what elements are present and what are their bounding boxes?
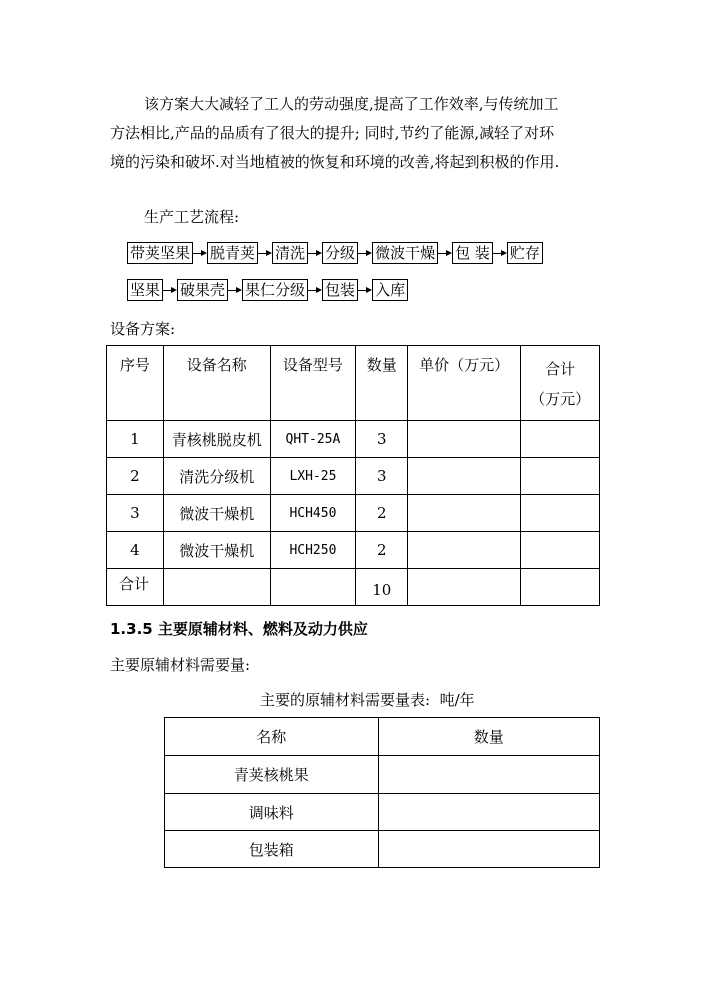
table-row xyxy=(165,794,600,831)
header-cell xyxy=(521,346,600,421)
arrow-right-icon xyxy=(358,243,372,263)
arrow-right-icon xyxy=(228,280,242,300)
flow-step: 分级 xyxy=(322,242,358,264)
arrow-right-icon xyxy=(193,243,207,263)
flow-step: 破果壳 xyxy=(177,279,228,301)
equipment-table xyxy=(106,345,600,606)
materials-subtitle: 主要原辅材料需要量: xyxy=(110,656,251,674)
table-cell: 3 xyxy=(356,458,408,495)
table-cell: 4 xyxy=(107,532,164,569)
table-cell: 青荚核桃果 xyxy=(165,756,379,794)
header-cell: 单价（万元） xyxy=(408,346,521,421)
table-row xyxy=(107,495,600,532)
table-cell: 包装箱 xyxy=(165,831,379,868)
table-row xyxy=(107,421,600,458)
flow-step: 贮存 xyxy=(507,242,543,264)
header-cell: 序号 xyxy=(107,346,164,421)
header-cell-line: 合计 xyxy=(545,360,576,378)
intro-line: 境的污染和破坏.对当地植被的恢复和环境的改善,将起到积极的作用. xyxy=(110,153,560,171)
table-cell: 3 xyxy=(356,421,408,458)
intro-line: 方法相比,产品的品质有了很大的提升; 同时,节约了能源,减轻了对环 xyxy=(110,124,555,142)
arrow-right-icon xyxy=(258,243,272,263)
arrow-right-icon xyxy=(308,243,322,263)
table-cell xyxy=(408,569,521,606)
table-cell: 2 xyxy=(107,458,164,495)
flow-step: 带荚坚果 xyxy=(127,242,193,264)
arrow-right-icon xyxy=(163,280,177,300)
arrow-right-icon xyxy=(438,243,452,263)
table-caption: 主要的原辅材料需要量表: 吨/年 xyxy=(260,691,475,709)
table-header-row xyxy=(165,718,600,756)
table-cell xyxy=(408,421,521,458)
flow-step: 清洗 xyxy=(272,242,308,264)
table-cell: 青核桃脱皮机 xyxy=(163,421,270,458)
table-cell: 微波干燥机 xyxy=(163,495,270,532)
intro-line: 该方案大大减轻了工人的劳动强度,提高了工作效率,与传统加工 xyxy=(144,95,559,113)
table-cell xyxy=(521,458,600,495)
flow-step: 包 装 xyxy=(452,242,493,264)
table-cell xyxy=(163,569,270,606)
table-cell: QHT-25A xyxy=(270,421,356,458)
table-total-row xyxy=(107,569,600,606)
header-cell: 名称 xyxy=(165,718,379,756)
flow-step: 包装 xyxy=(322,279,358,301)
table-cell xyxy=(521,569,600,606)
table-row xyxy=(165,756,600,794)
flow-title: 生产工艺流程: xyxy=(144,208,240,226)
header-cell: 数量 xyxy=(378,718,600,756)
table-cell: 3 xyxy=(107,495,164,532)
flow-step: 果仁分级 xyxy=(242,279,308,301)
table-row xyxy=(107,458,600,495)
header-cell-line: （万元） xyxy=(530,390,591,408)
table-cell xyxy=(378,794,600,831)
intro-paragraph xyxy=(110,90,630,177)
table-cell: 调味料 xyxy=(165,794,379,831)
table-cell xyxy=(408,532,521,569)
table-cell: HCH250 xyxy=(270,532,356,569)
arrow-right-icon xyxy=(308,280,322,300)
materials-table xyxy=(164,717,600,868)
flow-step: 脱青荚 xyxy=(207,242,258,264)
header-cell: 设备名称 xyxy=(163,346,270,421)
table-cell xyxy=(378,756,600,794)
arrow-right-icon xyxy=(358,280,372,300)
table-cell xyxy=(521,421,600,458)
table-cell: 2 xyxy=(356,532,408,569)
process-flow-row-2 xyxy=(127,278,408,302)
table-cell xyxy=(408,495,521,532)
table-cell xyxy=(521,532,600,569)
section-heading: 1.3.5 主要原辅材料、燃料及动力供应 xyxy=(110,620,368,638)
process-flow-row-1 xyxy=(127,241,543,265)
table-cell xyxy=(408,458,521,495)
table-row xyxy=(165,831,600,868)
table-cell xyxy=(378,831,600,868)
table-cell: 合计 xyxy=(107,569,164,606)
table-cell: 10 xyxy=(356,569,408,606)
table-cell: 2 xyxy=(356,495,408,532)
arrow-right-icon xyxy=(493,243,507,263)
header-cell: 数量 xyxy=(356,346,408,421)
table-cell: LXH-25 xyxy=(270,458,356,495)
table-cell xyxy=(270,569,356,606)
flow-step: 入库 xyxy=(372,279,408,301)
table-cell: HCH450 xyxy=(270,495,356,532)
table-cell: 清洗分级机 xyxy=(163,458,270,495)
header-cell: 设备型号 xyxy=(270,346,356,421)
table-header-row xyxy=(107,346,600,421)
table-cell: 1 xyxy=(107,421,164,458)
table-cell: 微波干燥机 xyxy=(163,532,270,569)
table-row xyxy=(107,532,600,569)
flow-step: 微波干燥 xyxy=(372,242,438,264)
equipment-title: 设备方案: xyxy=(110,320,176,338)
table-cell xyxy=(521,495,600,532)
flow-step: 坚果 xyxy=(127,279,163,301)
